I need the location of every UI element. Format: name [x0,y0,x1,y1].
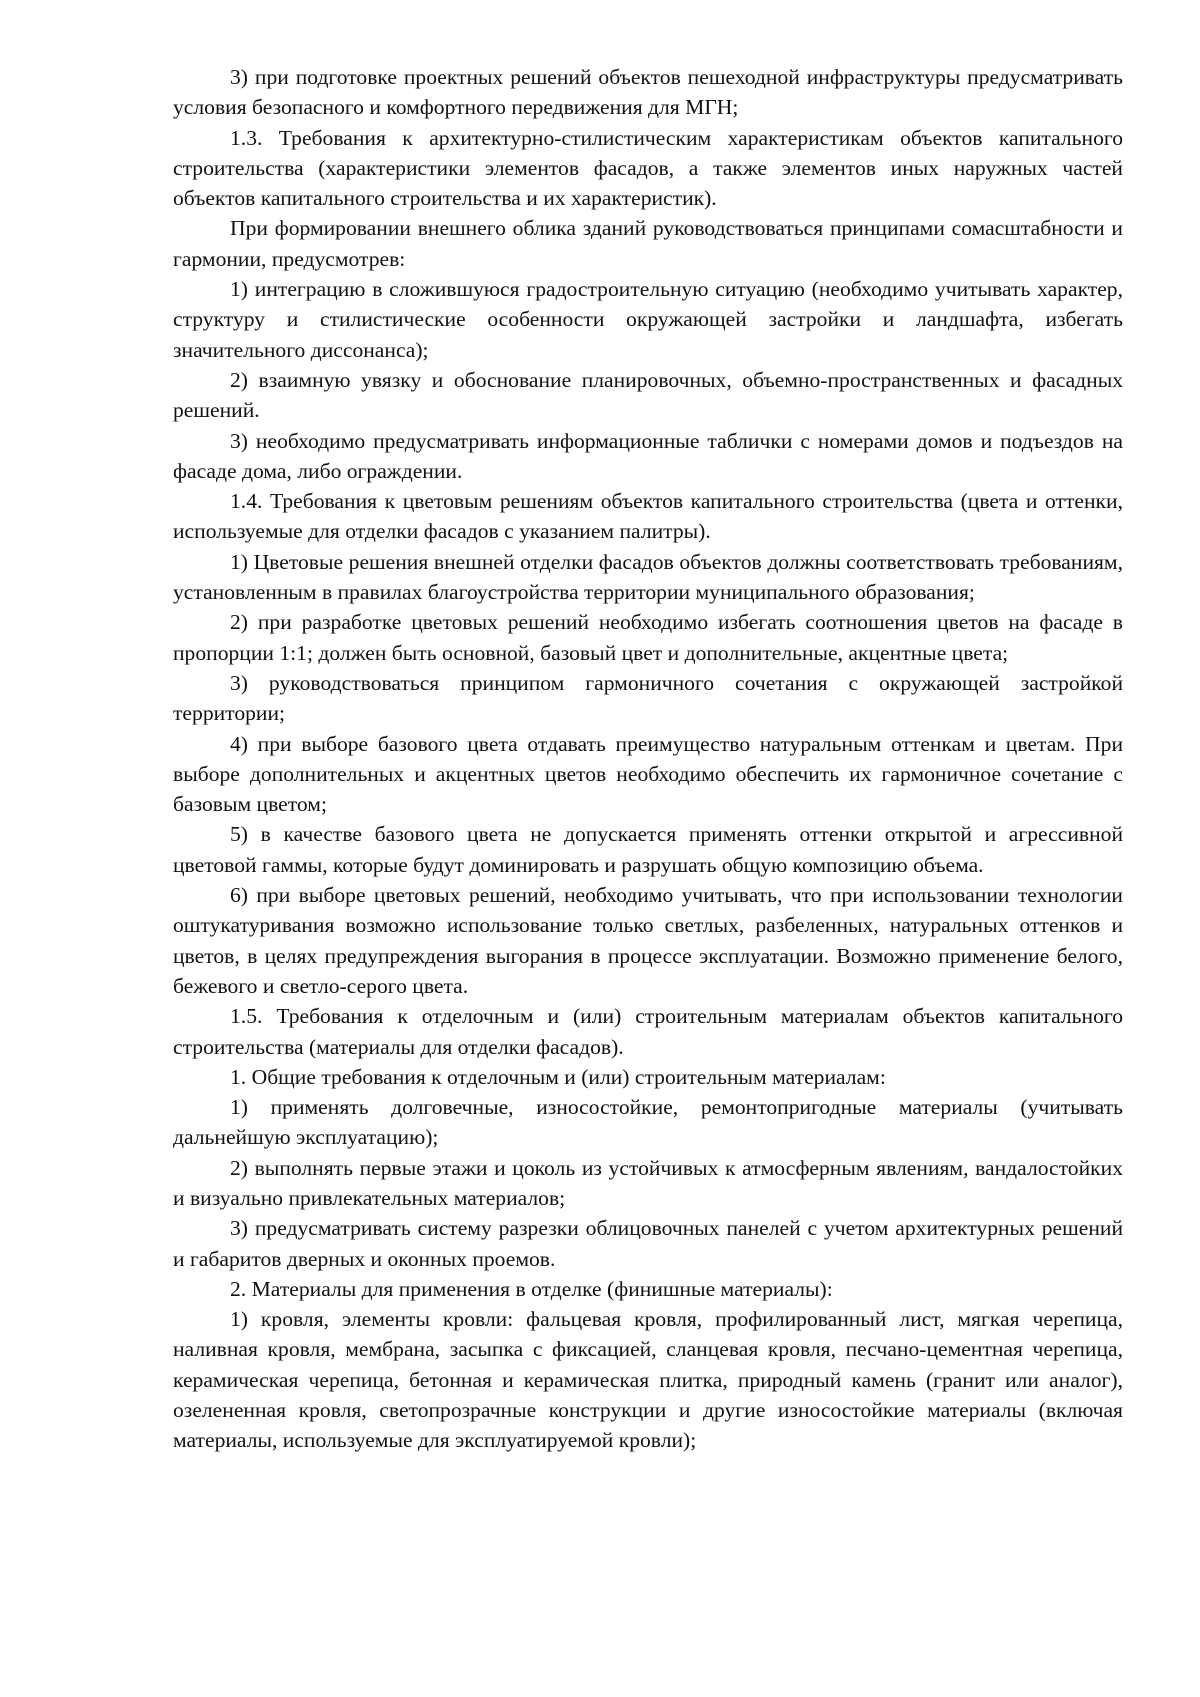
paragraph-mgn-safety: 3) при подготовке проектных решений объектов пешеходной инфраструктуры предусматривать условия безопасного и комфортного передвижения для МГН; [173,65,1123,120]
paragraph-color-harmony: 3) руководствоваться принципом гармоничного сочетания с окружающей застройкой территории; [173,670,1123,726]
paragraph-section-1-5: 1.5. Требования к отделочным и (или) строительным материалам объектов капитального строительства (материалы для отделки фасадов). [173,1004,1123,1059]
paragraph-ground-floors: 2) выполнять первые этажи и цоколь из устойчивых к атмосферным явлениям, вандалостойких и визуально привлекательных материалов; [173,1155,1123,1210]
paragraph-durable-materials: 1) применять долговечные, износостойкие, ремонтопригодные материалы (учитывать дальнейшую эксплуатацию); [173,1095,1123,1150]
paragraph-info-plates: 3) необходимо предусматривать информационные таблички с номерами домов и подъездов на фасаде дома, либо ограждении. [173,428,1123,483]
paragraph-section-1-3: 1.3. Требования к архитектурно-стилистическим характеристикам объектов капитального строительства (характеристики элементов фасадов, а также элементов иных наружных частей объектов капитального строительства и их характеристик). [173,125,1123,211]
paragraph-color-rules: 1) Цветовые решения внешней отделки фасадов объектов должны соответствовать требованиям, установленным в правилах благоустройства территории муниципального образования; [173,549,1123,605]
document-page [173,62,1123,1456]
paragraph-finish-materials: 2. Материалы для применения в отделке (финишные материалы): [230,1276,833,1301]
paragraph-roofing: 1) кровля, элементы кровли: фальцевая кровля, профилированный лист, мягкая черепица, наливная кровля, мембрана, засыпка с фиксацией, сланцевая кровля, песчано-цементная черепица, керамическая черепица, бетонная и керамическая плитка, природный камень (гранит или аналог), озелененная кровля, светопрозрачные конструкции и другие износостойкие материалы (включая материалы, используемые для эксплуатируемой кровли); [173,1307,1123,1453]
paragraph-general-materials: 1. Общие требования к отделочным и (или) строительным материалам: [230,1064,886,1089]
paragraph-plaster-colors: 6) при выборе цветовых решений, необходимо учитывать, что при использовании технологии оштукатуривания возможно использование только светлых, разбеленных, натуральных оттенков и цветов, в целях предупреждения выгорания в процессе эксплуатации. Возможно применение белого, бежевого и светло-серого цвета. [173,883,1123,998]
paragraph-base-color: 4) при выборе базового цвета отдавать преимущество натуральным оттенкам и цветам. При выборе дополнительных и акцентных цветов необходимо обеспечить их гармоничное сочетание с базовым цветом; [173,731,1123,817]
paragraph-facade-principles: При формировании внешнего облика зданий руководствоваться принципами сомасштабности и гармонии, предусмотрев: [173,216,1123,271]
paragraph-color-proportion: 2) при разработке цветовых решений необходимо избегать соотношения цветов на фасаде в пропорции 1:1; должен быть основной, базовый цвет и дополнительные, акцентные цвета; [173,610,1123,665]
paragraph-aggressive-colors: 5) в качестве базового цвета не допускается применять оттенки открытой и агрессивной цветовой гаммы, которые будут доминировать и разрушать общую композицию объема. [173,822,1123,877]
paragraph-mutual-linkage: 2) взаимную увязку и обоснование планировочных, объемно-пространственных и фасадных решений. [173,367,1123,423]
paragraph-section-1-4: 1.4. Требования к цветовым решениям объектов капитального строительства (цвета и оттенки, используемые для отделки фасадов с указанием палитры). [173,489,1123,544]
paragraph-integration: 1) интеграцию в сложившуюся градостроительную ситуацию (необходимо учитывать характер, структуру и стилистические особенности окружающей застройки и ландшафта, избегать значительного диссонанса); [173,277,1123,362]
paragraph-panel-layout: 3) предусматривать систему разрезки облицовочных панелей с учетом архитектурных решений и габаритов дверных и оконных проемов. [173,1216,1123,1271]
